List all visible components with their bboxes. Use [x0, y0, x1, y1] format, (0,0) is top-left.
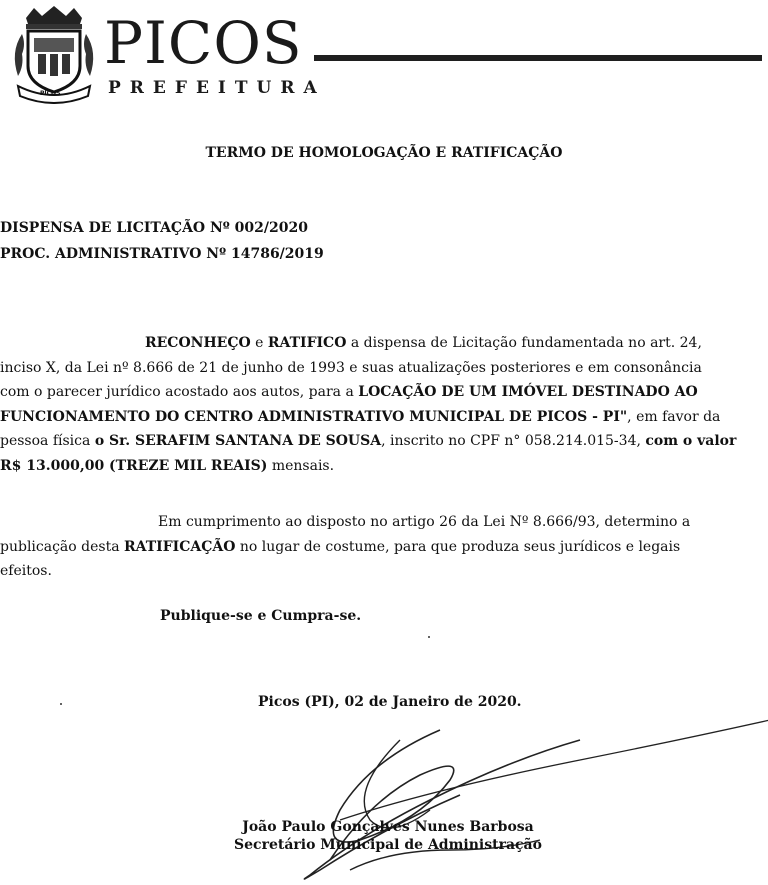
value-label: com o valor — [645, 433, 737, 449]
reconheco-text: RECONHEÇO — [145, 335, 251, 351]
brand-subtitle: PREFEITURA — [108, 78, 326, 98]
cpf-text: , inscrito no CPF n° 058.214.015-34, — [381, 433, 646, 449]
object-text: LOCAÇÃO DE UM IMÓVEL DESTINADO AO — [358, 384, 698, 400]
rent-value: R$ 13.000,00 (TREZE MIL REAIS) — [0, 457, 268, 474]
text-run: , em favor da — [627, 408, 721, 425]
municipal-crest-icon — [4, 4, 104, 104]
text-run: com o parecer jurídico acostado aos autos, para a — [0, 384, 359, 400]
text-run: e — [250, 335, 268, 351]
text-run: mensais. — [267, 457, 335, 474]
closing-formula: Publique-se e Cumpra-se. — [160, 608, 362, 624]
scan-speck — [60, 703, 62, 705]
text-run: a dispensa de Licitação fundamentada no art. 24, — [346, 335, 702, 351]
crest-motto: PICOS — [40, 90, 61, 97]
signatory-name: João Paulo Gonçalves Nunes Barbosa — [242, 819, 534, 835]
document-title: TERMO DE HOMOLOGAÇÃO E RATIFICAÇÃO — [205, 145, 563, 161]
ratification-paragraph — [0, 331, 766, 478]
place-and-date: Picos (PI), 02 de Janeiro de 2020. — [258, 694, 522, 710]
handwritten-signature — [250, 700, 768, 885]
lessor-name: o Sr. SERAFIM SANTANA DE SOUSA — [94, 433, 382, 449]
text-run: publicação desta — [0, 538, 125, 555]
scan-speck — [428, 636, 430, 638]
dispensa-reference: DISPENSA DE LICITAÇÃO Nº 002/2020 — [0, 220, 308, 236]
text-line: Em cumprimento ao disposto no artigo 26 da Lei Nº 8.666/93, determino a — [158, 514, 691, 530]
publication-paragraph — [0, 510, 766, 584]
text-run: no lugar de costume, para que produza seus jurídicos e legais — [235, 538, 681, 555]
signatory-role: Secretário Municipal de Administração — [234, 837, 542, 853]
text-run: pessoa física — [0, 433, 95, 449]
object-text-cont: FUNCIONAMENTO DO CENTRO ADMINISTRATIVO MUNICIPAL DE PICOS - PI" — [0, 408, 628, 425]
header-rule — [314, 55, 762, 61]
text-line: inciso X, da Lei nº 8.666 de 21 de junho de 1993 e suas atualizações posteriores e em consonância — [0, 359, 702, 376]
process-reference: PROC. ADMINISTRATIVO Nº 14786/2019 — [0, 246, 324, 262]
text-line: efeitos. — [0, 563, 52, 579]
signatory-block — [218, 818, 558, 854]
ratificacao-text: RATIFICAÇÃO — [124, 538, 236, 555]
brand-name: PICOS — [104, 9, 303, 77]
ratifico-text: RATIFICO — [267, 335, 347, 351]
